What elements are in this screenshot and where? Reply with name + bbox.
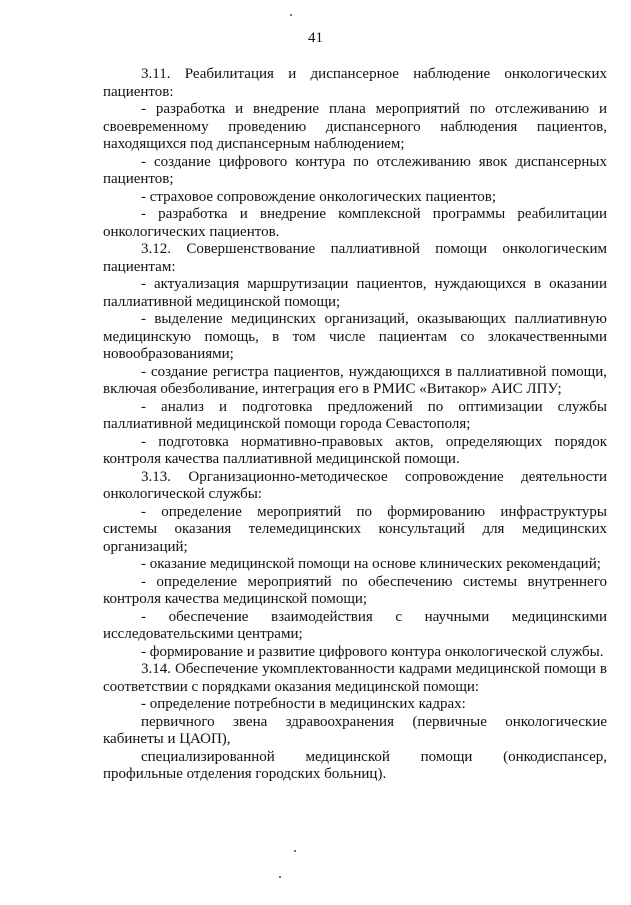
scan-speck xyxy=(294,850,296,852)
list-item: - создание цифрового контура по отслеживанию явок диспансерных пациентов; xyxy=(103,153,607,187)
scan-speck xyxy=(290,14,292,16)
list-item: - выделение медицинских организаций, оказывающих паллиативную медицинскую помощь, в том числе пациентам со злокачественными новообразованиями; xyxy=(103,311,607,362)
section-3-11-heading: 3.11. Реабилитация и диспансерное наблюдение онкологических пациентов: xyxy=(103,66,607,100)
list-item: - страховое сопровождение онкологических пациентов; xyxy=(141,188,497,205)
list-item: - оказание медицинской помощи на основе клинических рекомендаций; xyxy=(141,556,601,572)
list-item: - формирование и развитие цифрового контура онкологической службы. xyxy=(141,643,604,660)
list-item: - актуализация маршрутизации пациентов, нуждающихся в оказании паллиативной медицинской помощи; xyxy=(103,276,607,310)
list-item: - обеспечение взаимодействия с научными медицинскими исследовательскими центрами; xyxy=(103,608,607,642)
list-item: - определение мероприятий по формированию инфраструктуры системы оказания телемедицинских консультаций для медицинских организаций; xyxy=(103,503,607,555)
list-item: первичного звена здравоохранения (первичные онкологические кабинеты и ЦАОП), xyxy=(103,713,607,747)
list-item: - анализ и подготовка предложений по оптимизации службы паллиативной медицинской помощи города Севастополя; xyxy=(103,398,607,432)
list-item: - разработка и внедрение комплексной программы реабилитации онкологических пациентов. xyxy=(103,206,607,240)
document-body xyxy=(103,66,607,784)
list-item: - создание регистра пациентов, нуждающихся в паллиативной помощи, включая обезболивание, интеграция его в РМИС «Витакор» АИС ЛПУ; xyxy=(103,363,607,397)
list-item: специализированной медицинской помощи (онкодиспансер, профильные отделения городских больниц). xyxy=(103,748,607,782)
page-number: 41 xyxy=(308,30,323,46)
list-item: - разработка и внедрение плана мероприятий по отслеживанию и своевременному проведению диспансерного наблюдения пациентов, находящихся под диспансерным наблюдением; xyxy=(103,101,607,152)
list-item: - подготовка нормативно-правовых актов, определяющих порядок контроля качества паллиативной медицинской помощи. xyxy=(103,433,607,467)
list-item: - определение мероприятий по обеспечению системы внутреннего контроля качества медицинской помощи; xyxy=(103,573,607,607)
list-item: - определение потребности в медицинских кадрах: xyxy=(141,696,466,712)
scan-speck xyxy=(279,876,281,878)
section-3-13-heading: 3.13. Организационно-методическое сопровождение деятельности онкологической службы: xyxy=(103,468,607,502)
section-3-14-heading: 3.14. Обеспечение укомплектованности кадрами медицинской помощи в соответствии с порядками оказания медицинской помощи: xyxy=(103,661,607,695)
section-3-12-heading: 3.12. Совершенствование паллиативной помощи онкологическим пациентам: xyxy=(103,241,607,275)
